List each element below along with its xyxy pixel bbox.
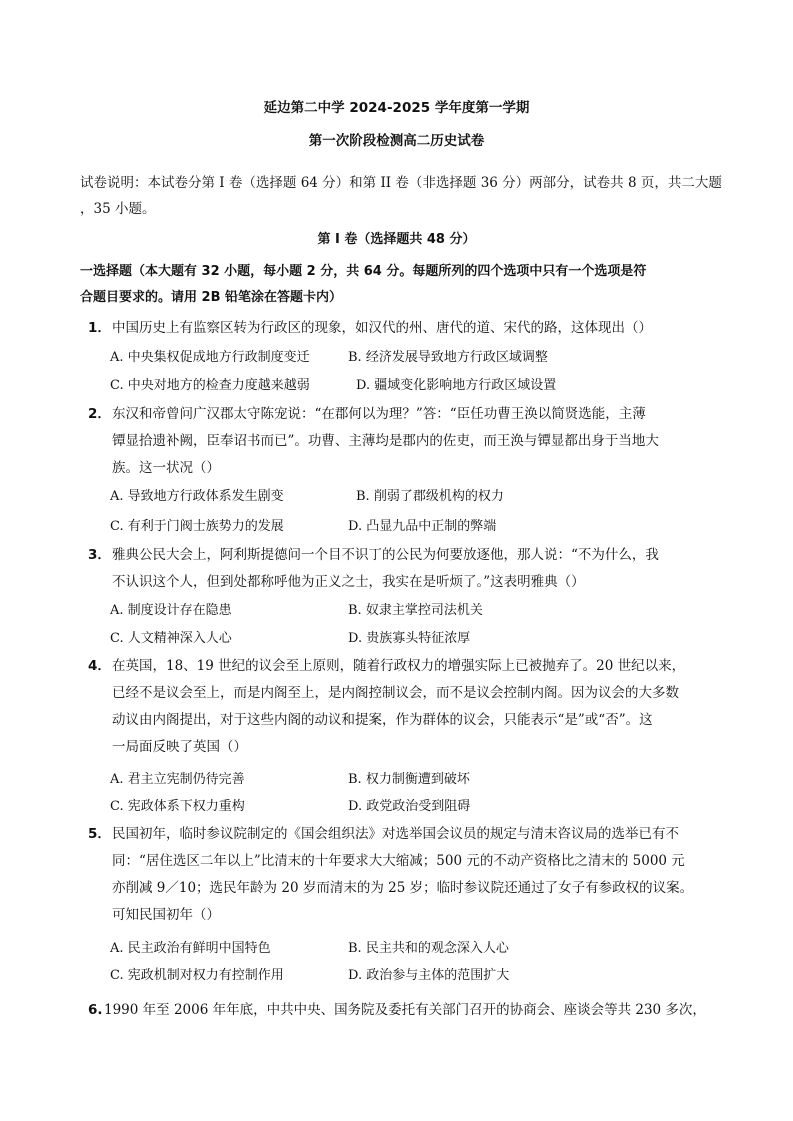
section-title: 第 I 卷（选择题共 48 分） [317, 232, 476, 247]
question-text-line: 民国初年，临时参议院制定的《国会组织法》对选举国会议员的规定与清末咨议局的选举已有不 [112, 826, 679, 842]
question-text-line: 亦削减 9／10；选民年龄为 20 岁而清末的为 25 岁；临时参议院还通过了女子有参政权的议案。 [112, 880, 694, 896]
exam-title: 延边第二中学 2024-2025 学年度第一学期 [263, 100, 530, 116]
question-number: 1． [88, 320, 111, 336]
option-a: A. 制度设计存在隐患 [110, 603, 232, 618]
question-number: 4． [88, 658, 111, 674]
section-intro-line1: 一选择题（本大题有 32 小题，每小题 2 分，共 64 分。每题所列的四个选项中只有一个选项是符 [80, 264, 647, 279]
question-text-line: 族。这一状况（） [112, 460, 220, 476]
option-c: C. 人文精神深入人心 [110, 631, 232, 646]
question-number: 2． [88, 406, 111, 422]
option-a: A. 中央集权促成地方行政制度变迁 [110, 350, 310, 365]
question-number: 5． [88, 826, 111, 842]
section-intro-line2: 合题目要求的。请用 2B 铅笔涂在答题卡内） [80, 290, 343, 305]
option-d: D. 政治参与主体的范围扩大 [348, 968, 510, 983]
option-a: A. 君主立宪制仍待完善 [110, 772, 245, 787]
question-text-line: 在英国，18、19 世纪的议会至上原则，随着行政权力的增强实际上已被抛弃了。20 世纪以来， [112, 658, 686, 674]
option-b: B. 权力制衡遭到破坏 [348, 772, 470, 787]
instructions-line2: ，35 小题。 [80, 201, 156, 217]
option-c: C. 有利于门阀士族势力的发展 [110, 519, 284, 534]
question-number: 3． [88, 547, 111, 563]
question-number: 6. [88, 1002, 103, 1018]
question-text-line: 中国历史上有监察区转为行政区的现象，如汉代的州、唐代的道、宋代的路，这体现出（） [112, 320, 652, 336]
option-a: A. 民主政治有鲜明中国特色 [110, 941, 271, 956]
option-b: B. 奴隶主掌控司法机关 [348, 603, 483, 618]
exam-subtitle: 第一次阶段检测高二历史试卷 [308, 133, 485, 149]
option-d: D. 贵族寡头特征浓厚 [348, 631, 471, 646]
question-text-line: 雅典公民大会上，阿利斯提德问一个目不识丁的公民为何要放逐他，那人说：“不为什么，我 [112, 547, 659, 563]
question-text-line: 1990 年至 2006 年年底，中共中央、国务院及委托有关部门召开的协商会、座谈会等共 230 多次， [104, 1002, 706, 1018]
question-text-line: 同：“居住选区二年以上”比清末的十年要求大大缩减；500 元的不动产资格比之清末的 5000 元 [112, 853, 685, 869]
option-b: B. 民主共和的观念深入人心 [348, 941, 509, 956]
question-text-line: 一局面反映了英国（） [112, 739, 247, 755]
question-text-line: 可知民国初年（） [112, 907, 220, 923]
question-text-line: 动议由内阁提出，对于这些内阁的动议和提案，作为群体的议会，只能表示“是”或“否”。这 [112, 712, 653, 728]
option-d: D. 疆域变化影响地方行政区域设置 [356, 378, 557, 393]
option-c: C. 中央对地方的检查力度越来越弱 [110, 378, 310, 393]
option-a: A. 导致地方行政体系发生剧变 [110, 489, 284, 504]
question-text-line: 不认识这个人，但到处都称呼他为正义之士，我实在是听烦了。”这表明雅典（） [112, 574, 585, 590]
option-d: D. 政党政治受到阻碍 [348, 799, 471, 814]
option-b: B. 经济发展导致地方行政区域调整 [348, 350, 548, 365]
question-text-line: 镡显拾遗补阙，臣奉诏书而已”。功曹、主薄均是郡内的佐吏，而王涣与镡显都出身于当地大 [112, 433, 659, 449]
option-c: C. 宪政体系下权力重构 [110, 799, 245, 814]
instructions-line1: 试卷说明：本试卷分第 I 卷（选择题 64 分）和第 II 卷（非选择题 36 分）两部分，试卷共 8 页，共二大题 [80, 175, 722, 191]
option-b: B. 削弱了郡级机构的权力 [356, 489, 504, 504]
option-d: D. 凸显九品中正制的弊端 [348, 519, 497, 534]
question-text-line: 东汉和帝曾问广汉郡太守陈宠说：“在郡何以为理？”答：“臣任功曹王涣以简贤选能，主薄 [112, 406, 646, 422]
option-c: C. 宪政机制对权力有控制作用 [110, 968, 284, 983]
question-text-line: 已经不是议会至上，而是内阁至上，是内阁控制议会，而不是议会控制内阁。因为议会的大多数 [112, 685, 679, 701]
